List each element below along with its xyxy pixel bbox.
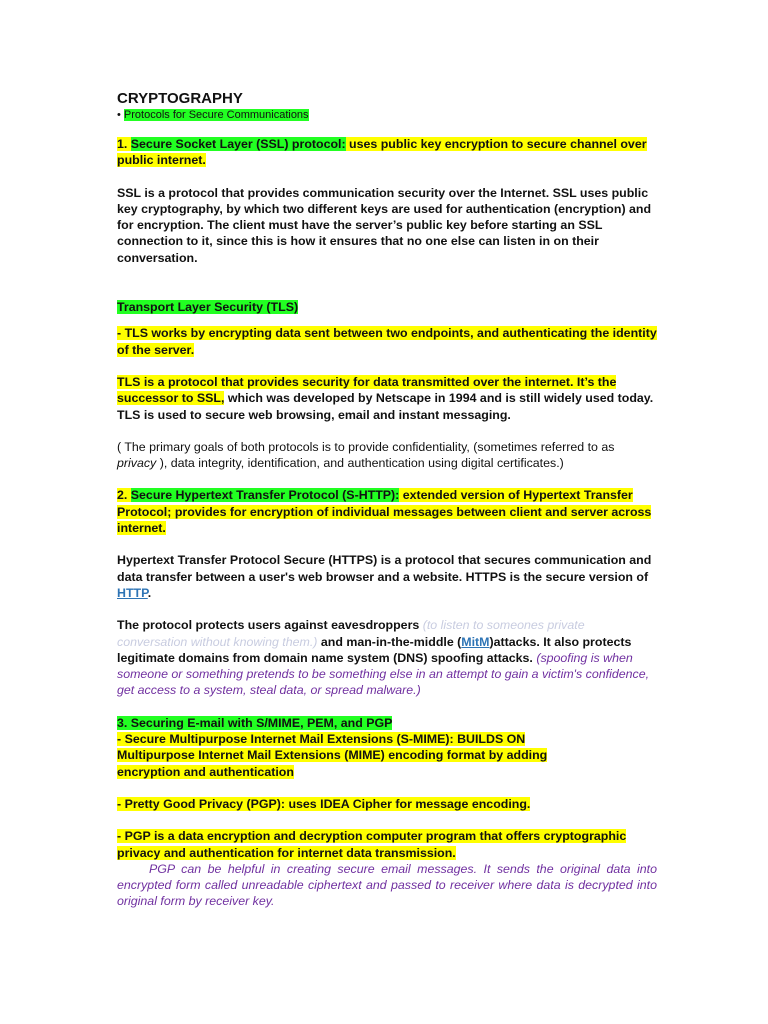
tls-goals-b: ), data integrity, identification, and authentication using digital certificates.) xyxy=(156,456,564,471)
pgp-description xyxy=(117,828,657,861)
mitm-link[interactable]: MitM xyxy=(461,634,490,649)
pgp-text: - Pretty Good Privacy (PGP): uses IDEA Cipher for message encoding. xyxy=(117,796,531,811)
tls-goals-privacy: privacy xyxy=(117,456,157,471)
http-link[interactable]: HTTP xyxy=(117,585,148,600)
ssl-name: Secure Socket Layer (SSL) protocol: xyxy=(130,137,346,151)
tls-bullet-text: - TLS works by encrypting data sent between two endpoints, and authenticating the identity of the server. xyxy=(117,326,657,357)
pgp-item xyxy=(117,796,657,812)
https-paragraph-b: . xyxy=(147,585,152,600)
spoofing-note: (spoofing is when someone or something pretends to be something else in an attempt to gain a victim's confidence, get access to a system, steal data, or spread malware.) xyxy=(117,650,650,698)
shttp-number: 2. xyxy=(117,488,131,503)
document-title: CRYPTOGRAPHY xyxy=(117,90,243,107)
email-heading-text: 3. Securing E-mail with S/MIME, PEM, and PGP xyxy=(117,715,393,730)
shttp-name: Secure Hypertext Transfer Protocol (S-HTTP): xyxy=(130,488,400,503)
https-paragraph xyxy=(117,552,657,601)
tls-paragraph-rest: which was developed by Netscape in 1994 and is still widely used today. TLS is used to secure web browsing, email and instant messaging. xyxy=(117,391,654,422)
smime-text: - Secure Multipurpose Internet Mail Extensions (S-MIME): BUILDS ON Multipurpose Internet Mail Extensions (MIME) encoding format by adding encryption and authentication xyxy=(117,732,548,779)
smime-item xyxy=(117,731,557,780)
protects-paragraph xyxy=(117,617,657,698)
eavesdropper-note: (to listen to someones private conversation without knowing them.) xyxy=(117,618,585,649)
protects-c: )attacks. It also protects legitimate domains from domain name system (DNS) spoofing attacks. xyxy=(117,634,632,665)
ssl-heading xyxy=(117,136,657,169)
tls-heading xyxy=(117,299,657,315)
shttp-desc: extended version of Hypertext Transfer Protocol; provides for encryption of individual messages between client and server across internet. xyxy=(117,488,652,536)
tls-paragraph-highlight: TLS is a protocol that provides security for data transmitted over the internet. It’s the successor to SSL, xyxy=(117,374,617,406)
tls-paragraph xyxy=(117,374,657,423)
document-page xyxy=(117,90,657,910)
pgp-description-text: - PGP is a data encryption and decryption computer program that offers cryptographic privacy and authentication for internet data transmission. xyxy=(117,829,627,860)
ssl-number: 1. xyxy=(117,137,131,151)
tls-bullet xyxy=(117,325,657,358)
ssl-desc: uses public key encryption to secure channel over public internet. xyxy=(117,137,647,168)
tls-goals-a: ( The primary goals of both protocols is to provide confidentiality, (sometimes referred to as xyxy=(117,439,615,454)
subtitle-text: Protocols for Secure Communications xyxy=(123,109,309,121)
subtitle-line xyxy=(117,108,657,122)
tls-heading-text: Transport Layer Security (TLS) xyxy=(117,300,299,315)
shttp-heading xyxy=(117,487,657,536)
protects-b: and man-in-the-middle ( xyxy=(317,634,462,649)
email-heading xyxy=(117,715,657,731)
tls-goals xyxy=(117,439,657,472)
bullet: • xyxy=(117,109,121,121)
protects-a: The protocol protects users against eavesdroppers xyxy=(117,618,423,633)
pgp-note: PGP can be helpful in creating secure email messages. It sends the original data into encrypted form called unreadable ciphertext and passed to receiver where data is decrypted into original form by receiver key. xyxy=(117,861,657,909)
ssl-paragraph: SSL is a protocol that provides communication security over the Internet. SSL uses public key cryptography, by which two different keys are used for authentication (encryption) and for encryption. The client must have the server’s public key before starting an SSL connection to it, since this is how it ensures that no one else can listen in on their conversation. xyxy=(117,185,652,265)
https-paragraph-a: Hypertext Transfer Protocol Secure (HTTPS) is a protocol that secures communication and data transfer between a user's web browser and a website. HTTPS is the secure version of xyxy=(117,553,652,584)
